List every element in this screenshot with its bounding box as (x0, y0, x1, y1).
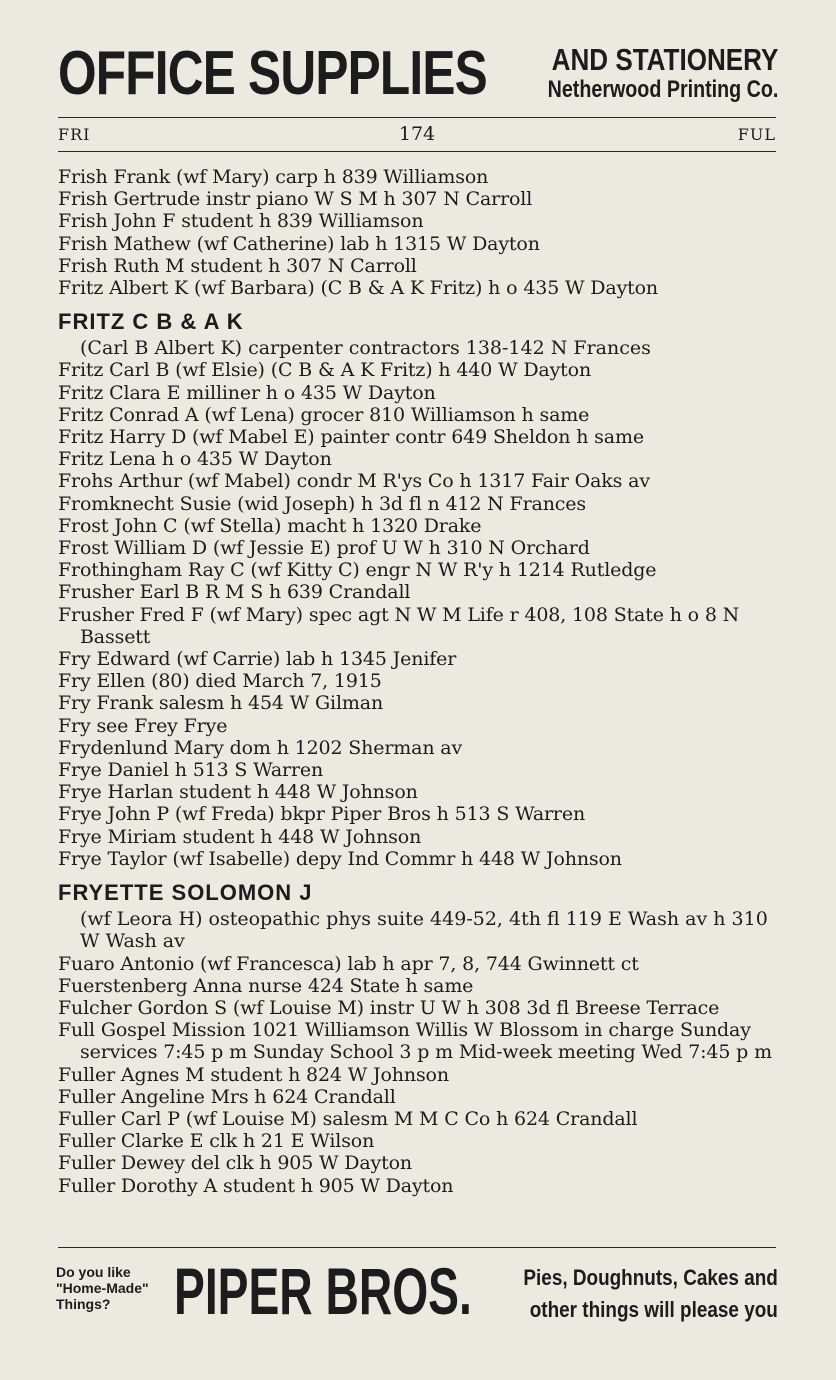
list-item: Fuller Clarke E clk h 21 E Wilson (58, 1130, 375, 1153)
list-item: Frye Taylor (wf Isabelle) depy Ind Commr h 448 W Johnson (58, 847, 622, 870)
ad-question-line: Things? (56, 1296, 111, 1312)
list-item: Fry Ellen (80) died March 7, 1915 (58, 670, 382, 693)
ad-tagline-line: Pies, Doughnuts, Cakes and (523, 1265, 778, 1290)
list-item: Frye Daniel h 513 S Warren (58, 759, 324, 782)
bold-heading-fritz: FRITZ C B & A K (58, 309, 244, 335)
top-rule (58, 117, 776, 118)
ad-line-stationery: AND STATIONERY (551, 42, 778, 77)
list-item: Fulcher Gordon S (wf Louise M) instr U W h 308 3d fl Breese Terrace (58, 996, 720, 1019)
running-head-right: FUL (737, 125, 776, 144)
list-item: Full Gospel Mission 1021 Williamson Willis W Blossom in charge Sunday services 7:45 p m Sunday School 3 p m Mid-week meeting Wed 7:45 p m (58, 1019, 772, 1064)
list-item: Frost John C (wf Stella) macht h 1320 Drake (58, 514, 482, 537)
list-item: Fuller Angeline Mrs h 624 Crandall (58, 1085, 396, 1108)
ad-tagline (524, 1262, 778, 1326)
list-item: Fritz Conrad A (wf Lena) grocer 810 Williamson h same (58, 403, 590, 426)
list-item: Frye John P (wf Freda) bkpr Piper Bros h 513 S Warren (58, 803, 586, 826)
ad-subheadline (497, 44, 778, 104)
directory-listings (58, 166, 782, 1197)
bottom-rule (58, 1247, 776, 1248)
list-item: Fuaro Antonio (wf Francesca) lab h apr 7, 8, 744 Gwinnett ct (58, 952, 639, 975)
list-item: Frish John F student h 839 Williamson (58, 210, 424, 233)
office-supplies-advertisement (58, 40, 778, 108)
heading-detail: (wf Leora H) osteopathic phys suite 449-52, 4th fl 119 E Wash av h 310 W Wash av (80, 908, 768, 953)
list-item: Frish Frank (wf Mary) carp h 839 Williamson (58, 166, 489, 188)
ad-tagline-line: other things will please you (529, 1297, 778, 1322)
list-item: Fuller Carl P (wf Louise M) salesm M M C Co h 624 Crandall (58, 1107, 638, 1130)
running-head (58, 122, 776, 148)
list-item: Fry see Frey Frye (58, 714, 228, 737)
list-item: Fritz Albert K (wf Barbara) (C B & A K Fritz) h o 435 W Dayton (58, 277, 659, 300)
list-item: Fuller Dewey del clk h 905 W Dayton (58, 1152, 412, 1175)
ad-line-printer: Netherwood Printing Co. (547, 76, 778, 103)
list-item: Frye Harlan student h 448 W Johnson (58, 781, 418, 804)
heading-detail: (Carl B Albert K) carpenter contractors 138-142 N Frances (80, 337, 651, 360)
list-item: Frish Gertrude instr piano W S M h 307 N Carroll (58, 188, 533, 211)
list-item: Fuller Agnes M student h 824 W Johnson (58, 1063, 449, 1086)
list-item: Frye Miriam student h 448 W Johnson (58, 825, 422, 848)
list-item: Frost William D (wf Jessie E) prof U W h 310 N Orchard (58, 537, 590, 560)
running-head-rule (58, 151, 776, 152)
page-number: 174 (398, 123, 436, 145)
list-item: Frusher Fred F (wf Mary) spec agt N W M Life r 408, 108 State h o 8 N Bassett (58, 603, 740, 648)
list-item: Fuerstenberg Anna nurse 424 State h same (58, 974, 474, 997)
list-item: Fuller Dorothy A student h 905 W Dayton (58, 1174, 454, 1197)
list-item: Fromknecht Susie (wid Joseph) h 3d fl n 412 N Frances (58, 492, 586, 515)
list-item: Frusher Earl B R M S h 639 Crandall (58, 581, 411, 604)
list-item: Frish Mathew (wf Catherine) lab h 1315 W Dayton (58, 232, 540, 255)
list-item: Fry Frank salesm h 454 W Gilman (58, 692, 384, 715)
ad-headline: OFFICE SUPPLIES (58, 39, 487, 108)
list-item: Frish Ruth M student h 307 N Carroll (58, 254, 417, 277)
list-item: Frohs Arthur (wf Mabel) condr M R'ys Co h 1317 Fair Oaks av (58, 470, 650, 493)
list-item: Fry Edward (wf Carrie) lab h 1345 Jenifer (58, 648, 457, 671)
bold-heading-fryette: FRYETTE SOLOMON J (58, 880, 313, 906)
ad-brand: PIPER BROS. (174, 1254, 472, 1328)
list-item: Fritz Lena h o 435 W Dayton (58, 448, 332, 471)
list-item: Fritz Carl B (wf Elsie) (C B & A K Fritz) h 440 W Dayton (58, 359, 592, 382)
list-item: Frothingham Ray C (wf Kitty C) engr N W R'y h 1214 Rutledge (58, 559, 657, 582)
ad-question-line: "Home-Made" (56, 1280, 149, 1296)
list-item: Frydenlund Mary dom h 1202 Sherman av (58, 736, 463, 759)
list-item: Fritz Clara E milliner h o 435 W Dayton (58, 381, 436, 404)
running-head-left: FRI (58, 125, 91, 144)
ad-question (56, 1264, 149, 1312)
list-item: Fritz Harry D (wf Mabel E) painter contr 649 Sheldon h same (58, 426, 644, 449)
ad-question-line: Do you like (56, 1264, 131, 1280)
piper-bros-advertisement (56, 1254, 778, 1328)
